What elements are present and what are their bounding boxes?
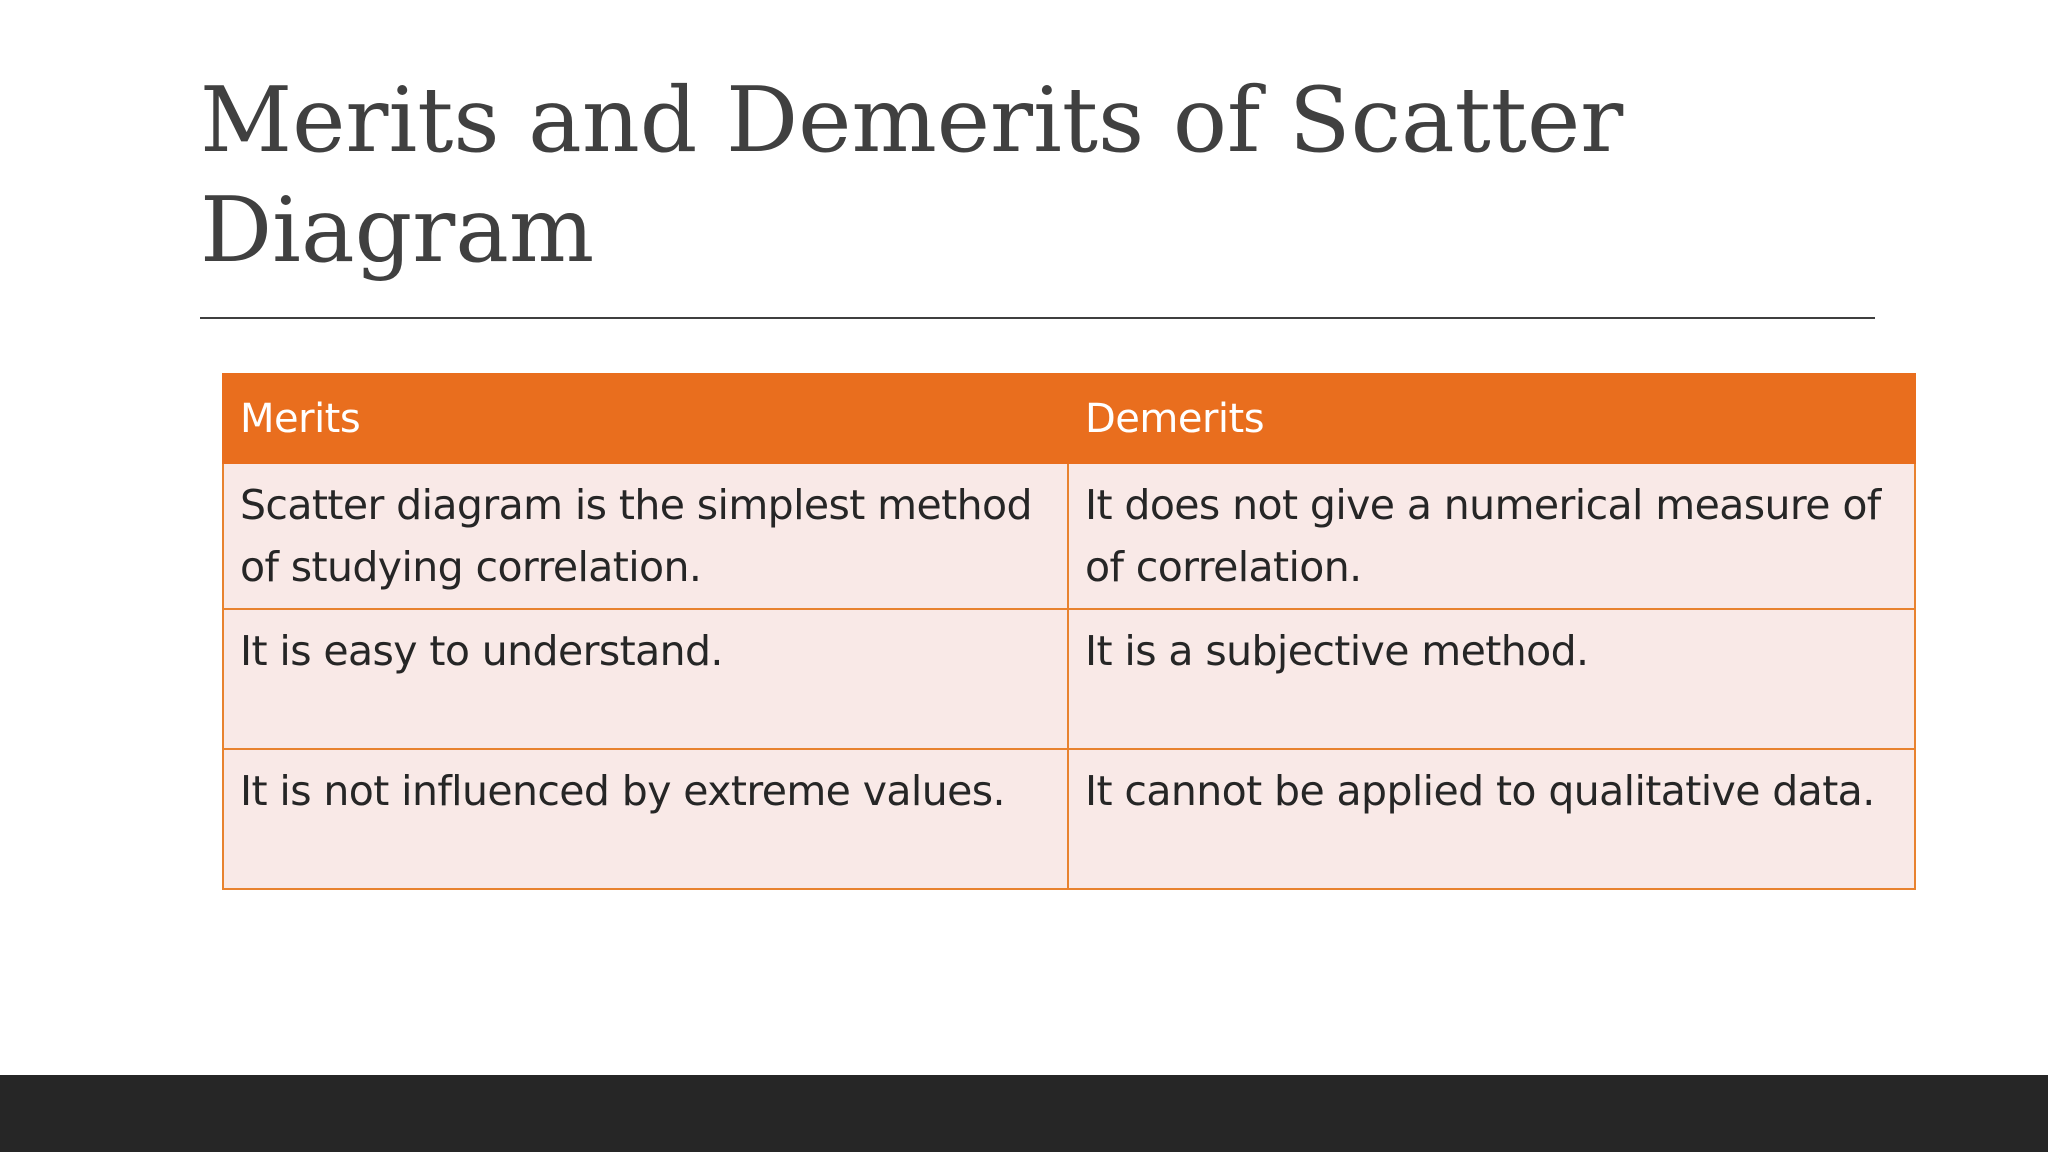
merit-cell: It is easy to understand. (223, 609, 1068, 749)
title-divider (200, 317, 1875, 319)
slide-title: Merits and Demerits of Scatter Diagram (200, 68, 1624, 283)
demerit-cell: It does not give a numerical measure of of correlation. (1068, 463, 1915, 609)
demerit-cell: It cannot be applied to qualitative data. (1068, 749, 1915, 889)
header-merits: Merits (223, 374, 1068, 463)
merits-demerits-table-container (222, 373, 1914, 890)
demerit-cell: It is a subjective method. (1068, 609, 1915, 749)
table-row (223, 463, 1915, 609)
footer-bar (0, 1075, 2048, 1152)
table-row (223, 609, 1915, 749)
header-demerits: Demerits (1068, 374, 1915, 463)
merits-demerits-table (222, 373, 1916, 890)
table-header-row (223, 374, 1915, 463)
merit-cell: Scatter diagram is the simplest method of studying correlation. (223, 463, 1068, 609)
table-row (223, 749, 1915, 889)
merit-cell: It is not influenced by extreme values. (223, 749, 1068, 889)
